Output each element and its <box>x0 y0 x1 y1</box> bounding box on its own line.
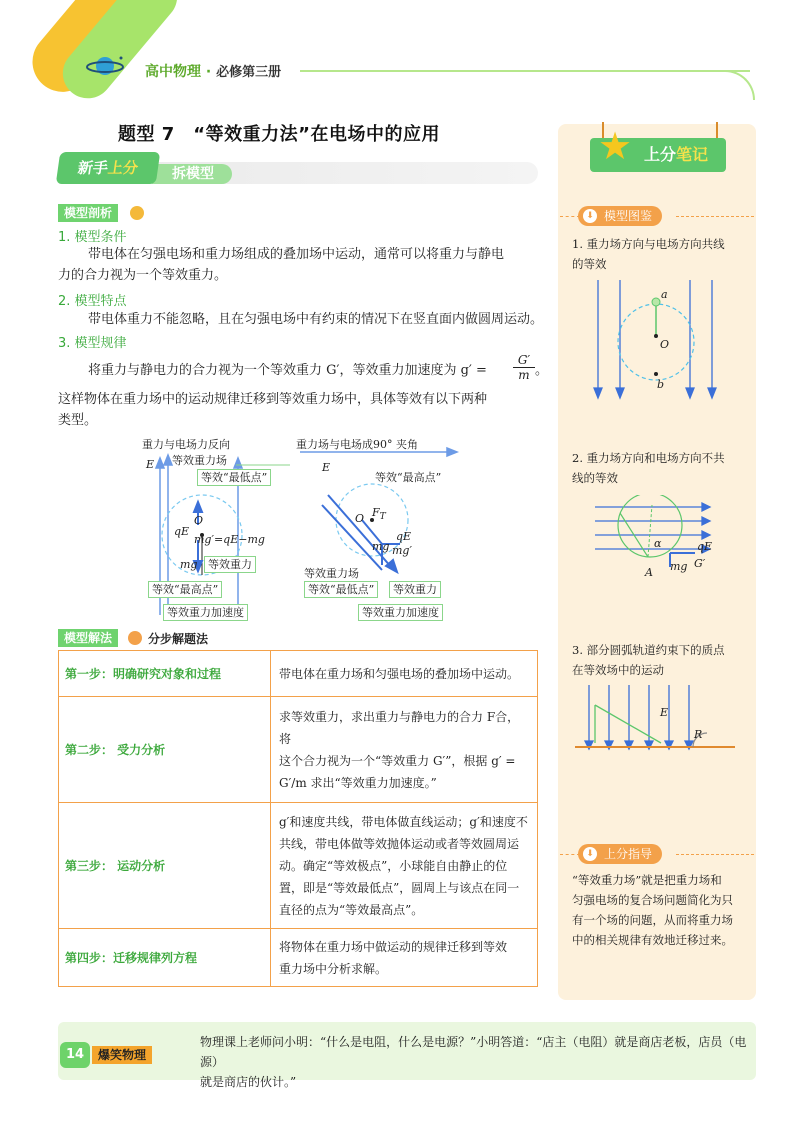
sidebar-dash <box>560 216 580 217</box>
sidebar-dash <box>676 854 754 855</box>
step-label: 第一步：明确研究对象和过程 <box>59 651 271 697</box>
para-condition-2: 力的合力视为一个等效重力。 <box>58 268 228 283</box>
step-desc <box>271 651 538 697</box>
table-row <box>59 651 538 697</box>
para-feature: 带电体重力不能忽略，且在匀强电场中有约束的情况下在竖直面内做圆周运动。 <box>88 312 544 327</box>
fig2-qE: qE <box>396 530 412 543</box>
banner-sub-label: 拆模型 <box>152 164 232 184</box>
d2-mg: mg <box>670 560 688 573</box>
header-title <box>145 61 281 81</box>
sidebar-guide-line: 匀强电场的复合场问题简化为只 <box>572 893 733 907</box>
fig2-mgp: mg′ <box>392 544 412 557</box>
para-rule-1-end: 。 <box>535 363 549 378</box>
desc-line: 将物体在重力场中做运动的规律迁移到等效 <box>279 939 508 954</box>
desc-line: 求等效重力，求出重力与静电力的合力 F合，将 <box>279 709 520 746</box>
sidebar-dash <box>560 854 580 855</box>
desc-line: 共线，带电体做等效抛体运动或者等效圆周运 <box>279 836 520 851</box>
fig2-E: E <box>322 461 331 474</box>
d1-a: a <box>661 288 668 301</box>
desc-line: 动。确定“等效极点”，小球能自由静止的位 <box>279 858 508 873</box>
d2-qE: qE <box>697 540 713 553</box>
fig2-FT-sub: T <box>379 511 386 523</box>
d1-b: b <box>657 378 665 391</box>
step-label: 第三步： 运动分析 <box>59 803 271 929</box>
fig2-eqg: 等效重力 <box>389 581 441 598</box>
fraction-g-over-m <box>513 353 535 382</box>
shield-icon <box>128 631 142 645</box>
banner-badge-a: 新手 <box>76 159 110 177</box>
sidebar-diagram-1 <box>580 278 730 403</box>
header-rule <box>300 70 750 72</box>
sidebar-pill-guide <box>578 844 662 864</box>
sidebar-item-2-line: 线的等效 <box>572 471 618 485</box>
sidebar-pill-diagrams-label: 模型图鉴 <box>604 209 653 223</box>
sidebar-guide-line: “等效重力场”就是把重力场和 <box>572 873 722 887</box>
desc-line: 置，即是“等效最低点”，圆周上与该点在同一 <box>279 880 520 895</box>
step-desc <box>271 803 538 929</box>
footer-joke-line: 就是商店的伙计。” <box>200 1075 297 1089</box>
table-row <box>59 697 538 803</box>
d2-alpha: α <box>654 537 662 550</box>
header-rule-curve <box>700 70 755 100</box>
d2-A: A <box>645 566 653 579</box>
desc-line: G′/m 求出“等效重力加速度。” <box>279 775 437 790</box>
step-desc <box>271 697 538 803</box>
step-label: 第四步：迁移规律列方程 <box>59 929 271 987</box>
sidebar-item-2-line: 2. 重力场方向和电场方向不共 <box>572 451 725 465</box>
fig1-highest: 等效“最高点” <box>148 581 222 598</box>
header-subject: 高中物理 <box>145 64 201 80</box>
header-sep: · <box>205 64 212 80</box>
section-tag-analysis: 模型剖析 <box>58 204 118 222</box>
footer-joke <box>200 1032 750 1092</box>
sidebar-item-3-line: 3. 部分圆弧轨道约束下的质点 <box>572 643 725 657</box>
fig2-FT-main: F <box>372 506 380 519</box>
step-label: 第二步： 受力分析 <box>59 697 271 803</box>
sidebar-pill-diagrams <box>578 206 662 226</box>
sidebar-sign-a: 上分 <box>643 145 676 164</box>
sidebar-diagram-3 <box>575 685 735 755</box>
fig1-lowest: 等效“最低点” <box>197 469 271 486</box>
para-rule-1 <box>88 360 487 381</box>
sidebar-item-1 <box>572 234 725 274</box>
d2-G: G′ <box>694 557 706 570</box>
sidebar-sign-b: 笔记 <box>675 145 708 164</box>
sidebar-item-2 <box>572 448 725 488</box>
desc-line: 带电体在重力场和匀强电场的叠加场中运动。 <box>279 666 520 681</box>
sidebar-item-1-line: 1. 重力场方向与电场方向共线 <box>572 237 725 251</box>
download-icon: ⬇ <box>583 847 597 861</box>
sidebar-item-1-line: 的等效 <box>572 257 607 271</box>
para-condition-1: 带电体在匀强电场和重力场组成的叠加场中运动，通常可以将重力与静电 <box>88 247 505 262</box>
d3-R: R <box>694 728 703 741</box>
fraction-numerator: G′ <box>513 353 535 368</box>
heading-rule: 3. 模型规律 <box>58 336 127 351</box>
fig2-highest: 等效“最高点” <box>375 471 442 484</box>
steps-table <box>58 650 538 987</box>
planet-icon <box>85 52 125 80</box>
download-icon: ⬇ <box>583 209 597 223</box>
sidebar-item-3-line: 在等效场中的运动 <box>572 663 664 677</box>
footer-tag: 爆笑物理 <box>92 1046 152 1064</box>
fig1-mg-eq: mg′=qE−mg <box>194 533 265 546</box>
fig2-O: O <box>355 512 365 525</box>
fraction-denominator: m <box>518 368 530 382</box>
desc-line: 重力场中分析求解。 <box>279 961 388 976</box>
table-row <box>59 803 538 929</box>
d3-E: E <box>660 706 669 719</box>
fig1-E: E <box>146 458 155 471</box>
fig2-lowest: 等效“最低点” <box>304 581 378 598</box>
fig1-title: 重力与电场力反向 <box>142 438 230 451</box>
fig1-eqg: 等效重力 <box>204 556 256 573</box>
banner-badge-b: 上分 <box>106 159 140 177</box>
fig1-acc: 等效重力加速度 <box>163 604 248 621</box>
page-number: 14 <box>60 1042 90 1068</box>
table-row <box>59 929 538 987</box>
star-mascot-icon: ★ <box>598 124 633 168</box>
sidebar-guide-line: 中的相关规律有效地迁移过来。 <box>572 933 733 947</box>
header-book: 必修第三册 <box>216 65 282 80</box>
fig2-field: 等效重力场 <box>304 567 359 580</box>
para-rule-1-text: 将重力与静电力的合力视为一个等效重力 G′，等效重力加速度为 g′ = <box>88 363 487 378</box>
fig1-sub: 等效重力场 <box>172 454 227 467</box>
heading-condition: 1. 模型条件 <box>58 230 127 245</box>
section-tag-method: 模型解法 <box>58 629 118 647</box>
desc-line: g′和速度共线，带电体做直线运动；g′和速度不 <box>279 814 528 829</box>
desc-line: 直径的点为“等效最高点”。 <box>279 902 424 917</box>
sidebar-item-3 <box>572 640 725 680</box>
sign-rope-right <box>716 122 718 138</box>
sidebar-guide-line: 有一个场的问题，从而将重力场 <box>572 913 733 927</box>
lightbulb-icon <box>130 206 144 220</box>
fig2-FT <box>372 506 386 522</box>
sidebar-pill-guide-label: 上分指导 <box>604 847 653 861</box>
fig2-title: 重力场与电场成90° 夹角 <box>296 438 418 451</box>
para-rule-2: 这样物体在重力场中的运动规律迁移到等效重力场中，具体等效有以下两种 <box>58 392 488 407</box>
fig1-mg: mg <box>180 558 198 571</box>
fig2-acc: 等效重力加速度 <box>358 604 443 621</box>
sidebar-guide <box>572 870 733 950</box>
step-desc <box>271 929 538 987</box>
banner-badge <box>56 152 160 184</box>
sidebar-dash <box>676 216 754 217</box>
heading-feature: 2. 模型特点 <box>58 294 127 309</box>
d1-O: O <box>660 338 670 351</box>
fig2-mg: mg <box>372 540 390 553</box>
footer-joke-line: 物理课上老师问小明：“什么是电阻，什么是电源？”小明答道：“店主（电阻）就是商店老板，店员（电源） <box>200 1035 747 1069</box>
para-rule-3: 类型。 <box>58 413 98 428</box>
section-method-title: 分步解题法 <box>148 632 209 646</box>
page-title: 题型 7 “等效重力法”在电场中的应用 <box>118 124 440 145</box>
fig1-O: O <box>194 514 204 527</box>
fig1-qE: qE <box>174 525 190 538</box>
desc-line: 这个合力视为一个“等效重力 G′”，根据 g′ = <box>279 753 516 768</box>
